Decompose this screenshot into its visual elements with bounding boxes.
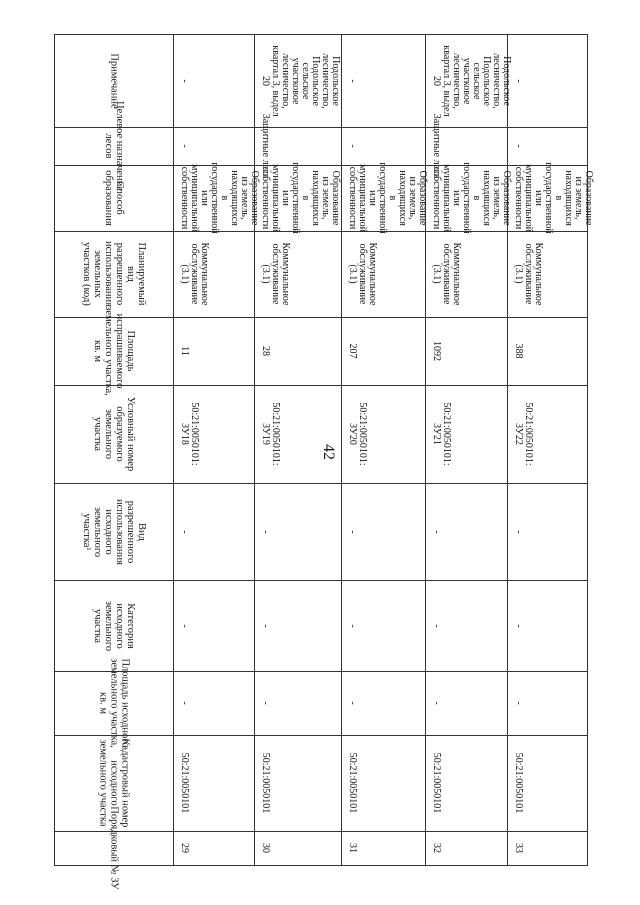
col-source-area-header: Площадь исходного земельного участка, кв. м xyxy=(97,658,131,748)
col-ordinal-number-cell: 32 xyxy=(431,843,442,853)
land-plots-table xyxy=(54,34,594,890)
col-formation-method-header: Способ образования xyxy=(103,170,125,226)
col-ordinal-number-cell: 29 xyxy=(179,843,190,853)
col-source-area-cell: - xyxy=(179,701,190,705)
col-planned-permitted-use-cell: Коммунальное обслуживание (3.1) xyxy=(513,242,544,306)
col-formation-method-cell: Образование из земель, находящихся в государственной или муниципальной собственности xyxy=(179,162,260,234)
col-conditional-number-header: Условный номер образуемого земельного участка xyxy=(92,396,136,472)
col-planned-permitted-use-cell: Коммунальное обслуживание (3.1) xyxy=(260,242,291,306)
col-source-cadastral-number-header: Кадастровый номер исходного земельного участка xyxy=(97,738,131,828)
col-conditional-number-cell: 50:21:0050101: ЗУ20 xyxy=(347,402,368,466)
col-note-cell: - xyxy=(347,79,358,83)
col-ordinal-number-cell: 30 xyxy=(260,843,271,853)
col-source-cadastral-number-cell: 50:21:0050101 xyxy=(179,752,190,814)
col-formation-method-cell: Образование из земель, находящихся в государственной или муниципальной собственности xyxy=(260,162,341,234)
col-note-cell: - xyxy=(179,79,190,83)
col-forest-purpose-cell: - xyxy=(179,144,190,148)
col-source-category-cell: - xyxy=(513,623,524,628)
col-forest-purpose-cell: - xyxy=(347,144,358,148)
table-row-separator xyxy=(507,35,508,865)
col-requested-area-cell: 28 xyxy=(260,346,271,356)
col-source-category-header: Категория исходного земельного участка xyxy=(92,600,136,651)
col-source-category-cell: - xyxy=(431,623,442,628)
col-source-permitted-use-cell: - xyxy=(513,529,524,534)
col-source-area-cell: - xyxy=(513,701,524,705)
col-source-category-cell: - xyxy=(347,623,358,628)
col-conditional-number-cell: 50:21:0050101: ЗУ22 xyxy=(513,402,534,466)
col-planned-permitted-use-header: Планируемый вид разрешенного использования земельных участков (код) xyxy=(81,241,147,307)
col-source-category-cell: - xyxy=(179,623,190,628)
col-conditional-number-cell: 50:21:0050101: ЗУ21 xyxy=(431,402,452,466)
col-source-cadastral-number-cell: 50:21:0050101 xyxy=(431,752,442,814)
col-source-permitted-use-cell: - xyxy=(179,529,190,534)
table-row-separator xyxy=(425,35,426,865)
col-planned-permitted-use-cell: Коммунальное обслуживание (3.1) xyxy=(431,242,462,306)
col-conditional-number-cell: 50:21:0050101: ЗУ18 xyxy=(179,402,200,466)
col-planned-permitted-use-cell: Коммунальное обслуживание (3.1) xyxy=(347,242,378,306)
page-number: 42 xyxy=(320,444,337,460)
table-row-separator xyxy=(254,35,255,865)
col-source-permitted-use-cell: - xyxy=(260,529,271,534)
col-forest-purpose-cell: Защитные леса xyxy=(431,113,442,179)
col-note-header: Примечание xyxy=(108,53,120,109)
col-source-category-cell: - xyxy=(260,623,271,628)
col-ordinal-number-cell: 33 xyxy=(513,843,524,853)
col-note-cell: Подольское лесничество, Подольское сельское участковое лесничество, квартал 3, выдел 20 xyxy=(431,45,512,117)
col-ordinal-number-header: Порядковый № ЗУ xyxy=(108,806,120,890)
col-source-area-cell: - xyxy=(431,701,442,705)
table-row-separator xyxy=(341,35,342,865)
col-formation-method-cell: Образование из земель, находящихся в государственной или муниципальной собственности xyxy=(431,162,512,234)
col-planned-permitted-use-cell: Коммунальное обслуживание (3.1) xyxy=(179,242,210,306)
col-conditional-number-cell: 50:21:0050101: ЗУ19 xyxy=(260,402,281,466)
col-requested-area-cell: 11 xyxy=(179,346,190,356)
col-requested-area-cell: 1092 xyxy=(431,341,442,361)
col-forest-purpose-cell: - xyxy=(513,144,524,148)
col-requested-area-header: Площадь испрашиваемого земельного участка, кв. м xyxy=(92,306,136,396)
col-note-cell: - xyxy=(513,79,524,83)
col-source-permitted-use-cell: - xyxy=(431,529,442,534)
col-source-cadastral-number-cell: 50:21:0050101 xyxy=(260,752,271,814)
col-source-cadastral-number-cell: 50:21:0050101 xyxy=(347,752,358,814)
col-ordinal-number-cell: 31 xyxy=(347,843,358,853)
col-formation-method-cell: Образование из земель, находящихся в государственной или муниципальной собственности xyxy=(347,162,428,234)
col-formation-method-cell: Образование из земель, находящихся в государственной или муниципальной собственности xyxy=(513,162,594,234)
col-source-permitted-use-cell: - xyxy=(347,529,358,534)
col-requested-area-cell: 388 xyxy=(513,343,524,359)
col-source-area-cell: - xyxy=(260,701,271,705)
col-note-cell: Подольское лесничество, Подольское сельское участковое лесничество, квартал 3, выдел 20 xyxy=(260,45,341,117)
col-source-area-cell: - xyxy=(347,701,358,705)
col-forest-purpose-cell: Защитные леса xyxy=(260,113,271,179)
col-source-cadastral-number-cell: 50:21:0050101 xyxy=(513,752,524,814)
col-requested-area-cell: 207 xyxy=(347,343,358,359)
col-forest-purpose-header: Целевое назначение лесов xyxy=(103,101,125,191)
table-row-separator xyxy=(173,35,174,865)
col-source-permitted-use-header: Вид разрешенного использования исходного земельного участка¹ xyxy=(81,498,147,565)
